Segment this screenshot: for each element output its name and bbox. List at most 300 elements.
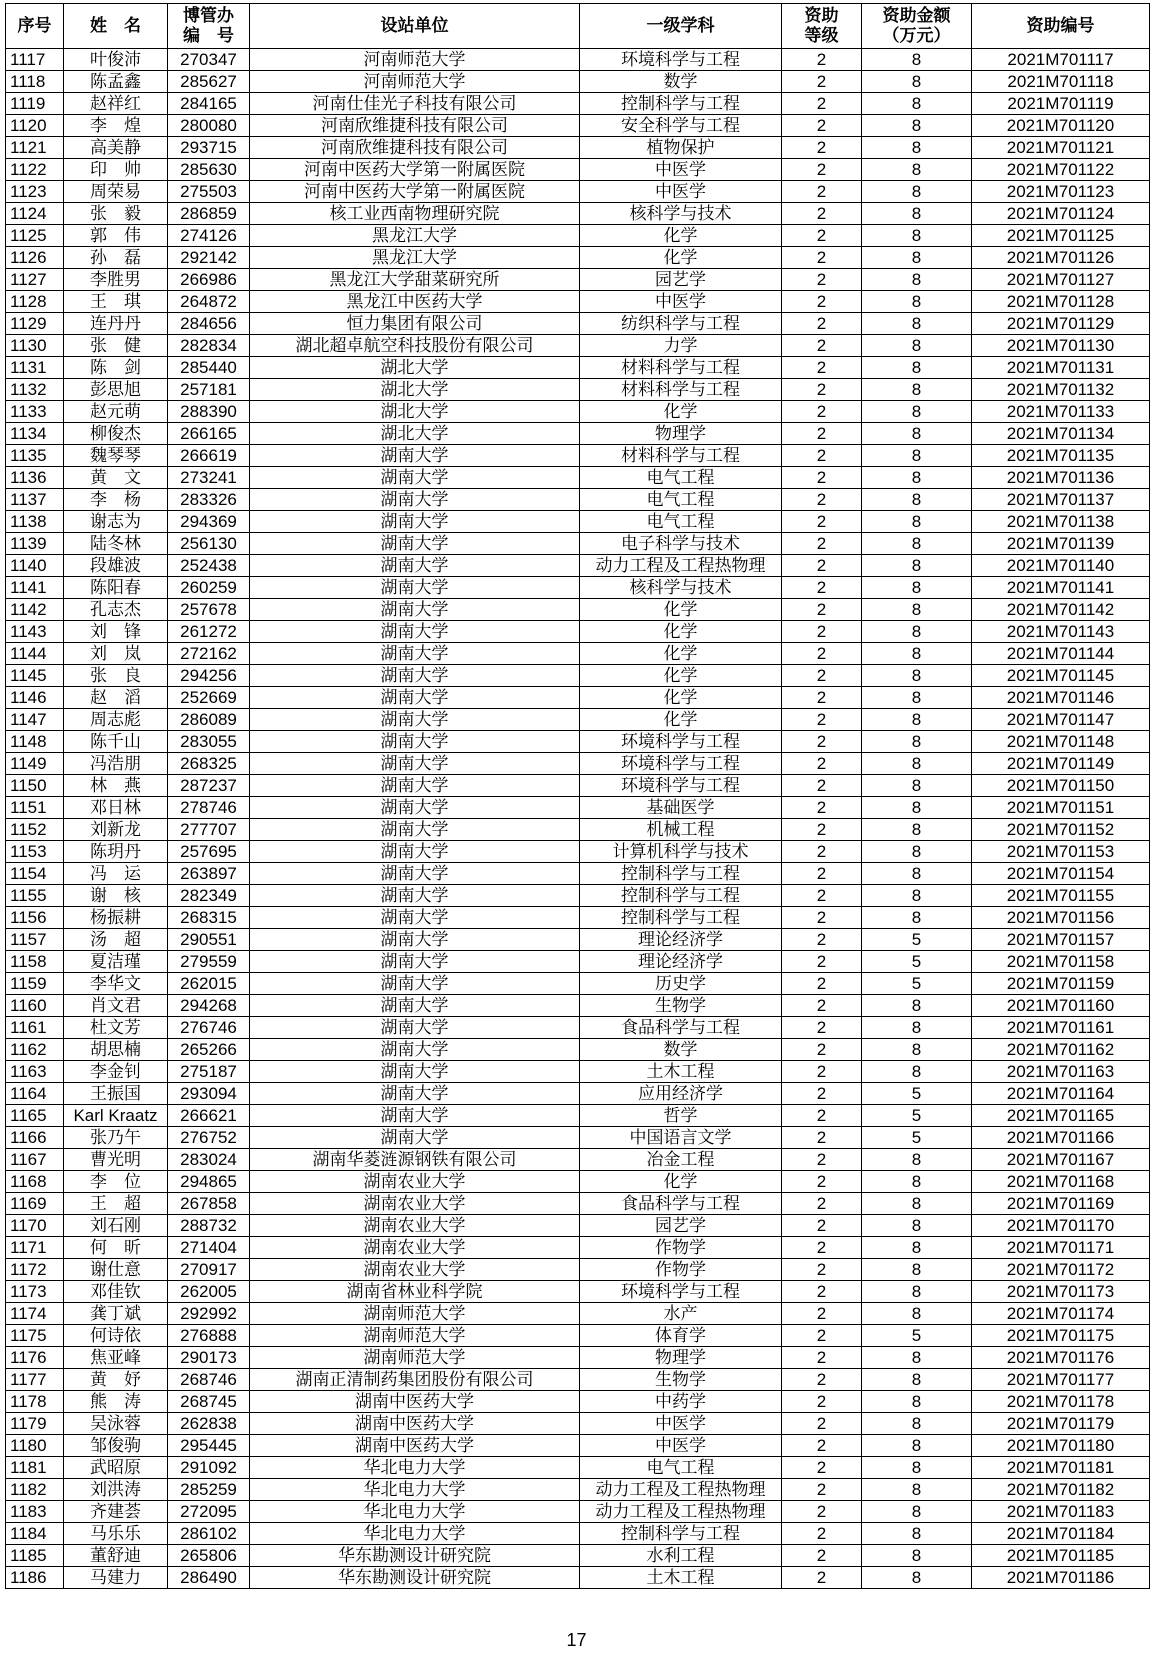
cell-name: 邓佳钦: [64, 1281, 168, 1303]
cell-subject: 电气工程: [580, 1457, 782, 1479]
cell-unit: 湖南大学: [250, 973, 580, 995]
cell-subject: 理论经济学: [580, 951, 782, 973]
cell-name: 何 昕: [64, 1237, 168, 1259]
cell-level: 2: [782, 1039, 862, 1061]
table-row: [6, 775, 1150, 797]
cell-unit: 湖南大学: [250, 511, 580, 533]
cell-level: 2: [782, 1171, 862, 1193]
cell-subject: 物理学: [580, 423, 782, 445]
cell-amount: 8: [862, 621, 972, 643]
table-row: [6, 1259, 1150, 1281]
cell-code: 2021M701146: [972, 687, 1150, 709]
cell-id: 290173: [168, 1347, 250, 1369]
cell-amount: 8: [862, 775, 972, 797]
cell-level: 2: [782, 1215, 862, 1237]
cell-name: 刘 锋: [64, 621, 168, 643]
cell-unit: 华北电力大学: [250, 1479, 580, 1501]
cell-level: 2: [782, 577, 862, 599]
cell-name: 李 位: [64, 1171, 168, 1193]
table-row: [6, 1545, 1150, 1567]
cell-subject: 作物学: [580, 1237, 782, 1259]
table-row: [6, 291, 1150, 313]
cell-id: 286859: [168, 203, 250, 225]
cell-seq: 1167: [6, 1149, 64, 1171]
cell-subject: 化学: [580, 621, 782, 643]
cell-seq: 1145: [6, 665, 64, 687]
cell-id: 262005: [168, 1281, 250, 1303]
table-row: [6, 643, 1150, 665]
cell-amount: 8: [862, 709, 972, 731]
cell-name: 王 琪: [64, 291, 168, 313]
cell-name: 柳俊杰: [64, 423, 168, 445]
cell-seq: 1185: [6, 1545, 64, 1567]
cell-subject: 中医学: [580, 291, 782, 313]
table-row: [6, 1105, 1150, 1127]
cell-amount: 8: [862, 489, 972, 511]
cell-unit: 华北电力大学: [250, 1457, 580, 1479]
cell-id: 283326: [168, 489, 250, 511]
cell-name: 邓日林: [64, 797, 168, 819]
cell-level: 2: [782, 1567, 862, 1589]
cell-code: 2021M701140: [972, 555, 1150, 577]
cell-amount: 5: [862, 1105, 972, 1127]
cell-subject: 园艺学: [580, 1215, 782, 1237]
cell-unit: 湖南大学: [250, 1083, 580, 1105]
cell-subject: 核科学与技术: [580, 577, 782, 599]
cell-name: 董舒迪: [64, 1545, 168, 1567]
cell-name: 叶俊沛: [64, 49, 168, 71]
cell-id: 257695: [168, 841, 250, 863]
cell-code: 2021M701161: [972, 1017, 1150, 1039]
cell-subject: 环境科学与工程: [580, 49, 782, 71]
cell-code: 2021M701119: [972, 93, 1150, 115]
table-row: [6, 1501, 1150, 1523]
cell-code: 2021M701183: [972, 1501, 1150, 1523]
cell-id: 275187: [168, 1061, 250, 1083]
table-row: [6, 555, 1150, 577]
table-row: [6, 401, 1150, 423]
cell-amount: 8: [862, 1391, 972, 1413]
cell-code: 2021M701131: [972, 357, 1150, 379]
cell-amount: 8: [862, 357, 972, 379]
cell-amount: 8: [862, 379, 972, 401]
cell-name: 张乃午: [64, 1127, 168, 1149]
cell-subject: 电气工程: [580, 467, 782, 489]
cell-level: 2: [782, 291, 862, 313]
cell-name: 郭 伟: [64, 225, 168, 247]
cell-unit: 华东勘测设计研究院: [250, 1545, 580, 1567]
cell-unit: 黑龙江大学: [250, 225, 580, 247]
cell-name: 谢志为: [64, 511, 168, 533]
table-row: [6, 863, 1150, 885]
cell-code: 2021M701163: [972, 1061, 1150, 1083]
cell-code: 2021M701178: [972, 1391, 1150, 1413]
cell-amount: 8: [862, 1039, 972, 1061]
cell-level: 2: [782, 203, 862, 225]
cell-amount: 8: [862, 511, 972, 533]
cell-level: 2: [782, 1457, 862, 1479]
cell-level: 2: [782, 863, 862, 885]
cell-name: 段雄波: [64, 555, 168, 577]
cell-code: 2021M701123: [972, 181, 1150, 203]
table-row: [6, 489, 1150, 511]
cell-subject: 机械工程: [580, 819, 782, 841]
cell-name: 曹光明: [64, 1149, 168, 1171]
cell-amount: 8: [862, 423, 972, 445]
cell-unit: 湖南大学: [250, 709, 580, 731]
cell-level: 2: [782, 1413, 862, 1435]
cell-level: 2: [782, 907, 862, 929]
cell-subject: 控制科学与工程: [580, 1523, 782, 1545]
cell-amount: 5: [862, 929, 972, 951]
cell-amount: 8: [862, 445, 972, 467]
cell-subject: 土木工程: [580, 1061, 782, 1083]
cell-level: 2: [782, 247, 862, 269]
cell-name: 谢 核: [64, 885, 168, 907]
cell-amount: 8: [862, 687, 972, 709]
funding-table: [5, 3, 1150, 1589]
cell-code: 2021M701132: [972, 379, 1150, 401]
cell-unit: 湖南大学: [250, 577, 580, 599]
cell-name: 李 煌: [64, 115, 168, 137]
cell-subject: 材料科学与工程: [580, 379, 782, 401]
cell-code: 2021M701168: [972, 1171, 1150, 1193]
header-unit: 设站单位: [250, 4, 580, 49]
cell-seq: 1156: [6, 907, 64, 929]
cell-level: 2: [782, 841, 862, 863]
cell-level: 2: [782, 1083, 862, 1105]
cell-level: 2: [782, 137, 862, 159]
table-header-row: [6, 4, 1150, 49]
table-row: [6, 423, 1150, 445]
header-level-line2: 等级: [804, 26, 839, 45]
cell-subject: 中药学: [580, 1391, 782, 1413]
cell-code: 2021M701156: [972, 907, 1150, 929]
cell-subject: 动力工程及工程热物理: [580, 555, 782, 577]
header-level-line1: 资助: [804, 6, 839, 25]
cell-amount: 8: [862, 1479, 972, 1501]
cell-amount: 8: [862, 599, 972, 621]
cell-id: 284165: [168, 93, 250, 115]
cell-id: 257678: [168, 599, 250, 621]
cell-unit: 河南仕佳光子科技有限公司: [250, 93, 580, 115]
cell-unit: 湖南大学: [250, 1017, 580, 1039]
cell-seq: 1119: [6, 93, 64, 115]
cell-seq: 1176: [6, 1347, 64, 1369]
cell-seq: 1131: [6, 357, 64, 379]
cell-amount: 8: [862, 225, 972, 247]
cell-code: 2021M701166: [972, 1127, 1150, 1149]
cell-name: 李 杨: [64, 489, 168, 511]
cell-name: 吴泳蓉: [64, 1413, 168, 1435]
cell-subject: 动力工程及工程热物理: [580, 1479, 782, 1501]
table-row: [6, 1039, 1150, 1061]
table-row: [6, 1457, 1150, 1479]
cell-id: 292992: [168, 1303, 250, 1325]
cell-unit: 河南欣维捷科技有限公司: [250, 115, 580, 137]
table-row: [6, 819, 1150, 841]
cell-level: 2: [782, 819, 862, 841]
cell-code: 2021M701152: [972, 819, 1150, 841]
header-name: 姓 名: [64, 4, 168, 49]
table-row: [6, 1237, 1150, 1259]
cell-code: 2021M701134: [972, 423, 1150, 445]
cell-level: 2: [782, 467, 862, 489]
cell-id: 268746: [168, 1369, 250, 1391]
cell-code: 2021M701174: [972, 1303, 1150, 1325]
cell-id: 265266: [168, 1039, 250, 1061]
cell-id: 286089: [168, 709, 250, 731]
header-seq: 序号: [6, 4, 64, 49]
cell-code: 2021M701159: [972, 973, 1150, 995]
table-row: [6, 71, 1150, 93]
cell-id: 293094: [168, 1083, 250, 1105]
cell-id: 285627: [168, 71, 250, 93]
cell-level: 2: [782, 1479, 862, 1501]
cell-seq: 1180: [6, 1435, 64, 1457]
cell-amount: 8: [862, 313, 972, 335]
cell-amount: 8: [862, 1413, 972, 1435]
cell-id: 252438: [168, 555, 250, 577]
cell-seq: 1120: [6, 115, 64, 137]
cell-amount: 8: [862, 269, 972, 291]
cell-amount: 8: [862, 71, 972, 93]
cell-level: 2: [782, 269, 862, 291]
cell-seq: 1144: [6, 643, 64, 665]
cell-seq: 1163: [6, 1061, 64, 1083]
cell-name: 赵祥红: [64, 93, 168, 115]
cell-level: 2: [782, 775, 862, 797]
cell-level: 2: [782, 1149, 862, 1171]
cell-unit: 湖南大学: [250, 863, 580, 885]
cell-code: 2021M701135: [972, 445, 1150, 467]
cell-id: 286102: [168, 1523, 250, 1545]
table-row: [6, 599, 1150, 621]
cell-amount: 8: [862, 1501, 972, 1523]
cell-seq: 1174: [6, 1303, 64, 1325]
cell-amount: 8: [862, 1149, 972, 1171]
cell-name: 刘新龙: [64, 819, 168, 841]
cell-seq: 1162: [6, 1039, 64, 1061]
cell-unit: 湖北大学: [250, 357, 580, 379]
cell-name: 邹俊驹: [64, 1435, 168, 1457]
cell-amount: 8: [862, 203, 972, 225]
page-number: 17: [566, 1630, 587, 1650]
cell-level: 2: [782, 951, 862, 973]
cell-unit: 湖南大学: [250, 445, 580, 467]
cell-seq: 1137: [6, 489, 64, 511]
cell-id: 266621: [168, 1105, 250, 1127]
table-row: [6, 445, 1150, 467]
cell-amount: 8: [862, 907, 972, 929]
cell-subject: 历史学: [580, 973, 782, 995]
cell-seq: 1160: [6, 995, 64, 1017]
table-row: [6, 731, 1150, 753]
cell-id: 265806: [168, 1545, 250, 1567]
cell-name: 赵 滔: [64, 687, 168, 709]
cell-level: 2: [782, 731, 862, 753]
cell-name: 李胜男: [64, 269, 168, 291]
cell-name: 张 健: [64, 335, 168, 357]
table-row: [6, 753, 1150, 775]
cell-name: 李金钊: [64, 1061, 168, 1083]
cell-unit: 湖北大学: [250, 423, 580, 445]
cell-subject: 哲学: [580, 1105, 782, 1127]
table-row: [6, 115, 1150, 137]
header-subject: 一级学科: [580, 4, 782, 49]
cell-amount: 8: [862, 1259, 972, 1281]
cell-code: 2021M701117: [972, 49, 1150, 71]
cell-unit: 华北电力大学: [250, 1501, 580, 1523]
cell-seq: 1182: [6, 1479, 64, 1501]
cell-name: 张 毅: [64, 203, 168, 225]
table-row: [6, 577, 1150, 599]
table-row: [6, 1193, 1150, 1215]
cell-code: 2021M701175: [972, 1325, 1150, 1347]
cell-seq: 1158: [6, 951, 64, 973]
cell-id: 293715: [168, 137, 250, 159]
cell-code: 2021M701185: [972, 1545, 1150, 1567]
cell-code: 2021M701145: [972, 665, 1150, 687]
cell-subject: 化学: [580, 643, 782, 665]
cell-subject: 中医学: [580, 159, 782, 181]
cell-subject: 控制科学与工程: [580, 93, 782, 115]
cell-id: 283024: [168, 1149, 250, 1171]
cell-subject: 园艺学: [580, 269, 782, 291]
cell-subject: 生物学: [580, 995, 782, 1017]
cell-unit: 湖南大学: [250, 1039, 580, 1061]
cell-amount: 8: [862, 753, 972, 775]
cell-level: 2: [782, 49, 862, 71]
table-row: [6, 1281, 1150, 1303]
cell-id: 256130: [168, 533, 250, 555]
cell-seq: 1154: [6, 863, 64, 885]
cell-seq: 1151: [6, 797, 64, 819]
cell-level: 2: [782, 489, 862, 511]
cell-seq: 1135: [6, 445, 64, 467]
cell-code: 2021M701167: [972, 1149, 1150, 1171]
cell-code: 2021M701171: [972, 1237, 1150, 1259]
cell-id: 262015: [168, 973, 250, 995]
cell-subject: 化学: [580, 401, 782, 423]
cell-subject: 化学: [580, 247, 782, 269]
cell-seq: 1159: [6, 973, 64, 995]
cell-level: 2: [782, 995, 862, 1017]
cell-name: 马建力: [64, 1567, 168, 1589]
cell-unit: 恒力集团有限公司: [250, 313, 580, 335]
cell-id: 286490: [168, 1567, 250, 1589]
table-row: [6, 1303, 1150, 1325]
cell-name: 陈 剑: [64, 357, 168, 379]
cell-name: 焦亚峰: [64, 1347, 168, 1369]
cell-level: 2: [782, 1259, 862, 1281]
cell-name: 王 超: [64, 1193, 168, 1215]
cell-id: 276752: [168, 1127, 250, 1149]
cell-amount: 8: [862, 643, 972, 665]
cell-subject: 中医学: [580, 181, 782, 203]
cell-name: 陈孟鑫: [64, 71, 168, 93]
cell-name: 杜文芳: [64, 1017, 168, 1039]
cell-subject: 物理学: [580, 1347, 782, 1369]
table-row: [6, 1325, 1150, 1347]
cell-amount: 8: [862, 797, 972, 819]
cell-unit: 湖南大学: [250, 951, 580, 973]
cell-amount: 8: [862, 401, 972, 423]
cell-amount: 8: [862, 93, 972, 115]
cell-code: 2021M701143: [972, 621, 1150, 643]
cell-amount: 8: [862, 555, 972, 577]
cell-amount: 5: [862, 1325, 972, 1347]
cell-unit: 湖南农业大学: [250, 1259, 580, 1281]
cell-amount: 8: [862, 841, 972, 863]
cell-seq: 1117: [6, 49, 64, 71]
cell-unit: 湖南农业大学: [250, 1215, 580, 1237]
cell-level: 2: [782, 93, 862, 115]
cell-unit: 湖南大学: [250, 907, 580, 929]
cell-name: 黄 妤: [64, 1369, 168, 1391]
cell-amount: 8: [862, 1347, 972, 1369]
cell-id: 288390: [168, 401, 250, 423]
cell-name: 孙 磊: [64, 247, 168, 269]
cell-seq: 1133: [6, 401, 64, 423]
cell-subject: 材料科学与工程: [580, 357, 782, 379]
cell-seq: 1118: [6, 71, 64, 93]
cell-id: 275503: [168, 181, 250, 203]
cell-id: 264872: [168, 291, 250, 313]
cell-code: 2021M701148: [972, 731, 1150, 753]
table-row: [6, 467, 1150, 489]
cell-subject: 数学: [580, 71, 782, 93]
cell-level: 2: [782, 643, 862, 665]
cell-id: 279559: [168, 951, 250, 973]
cell-unit: 湖南大学: [250, 731, 580, 753]
header-amount-line1: 资助金额: [882, 6, 951, 25]
cell-subject: 应用经济学: [580, 1083, 782, 1105]
table-row: [6, 929, 1150, 951]
cell-level: 2: [782, 1193, 862, 1215]
table-row: [6, 709, 1150, 731]
table-row: [6, 1083, 1150, 1105]
cell-name: 齐建荟: [64, 1501, 168, 1523]
cell-id: 267858: [168, 1193, 250, 1215]
cell-seq: 1134: [6, 423, 64, 445]
cell-name: 汤 超: [64, 929, 168, 951]
cell-unit: 湖南大学: [250, 929, 580, 951]
cell-id: 292142: [168, 247, 250, 269]
cell-code: 2021M701176: [972, 1347, 1150, 1369]
cell-amount: 8: [862, 467, 972, 489]
cell-seq: 1181: [6, 1457, 64, 1479]
cell-amount: 8: [862, 533, 972, 555]
cell-code: 2021M701162: [972, 1039, 1150, 1061]
table-row: [6, 1347, 1150, 1369]
cell-code: 2021M701147: [972, 709, 1150, 731]
cell-id: 266986: [168, 269, 250, 291]
cell-seq: 1161: [6, 1017, 64, 1039]
cell-id: 294865: [168, 1171, 250, 1193]
cell-code: 2021M701139: [972, 533, 1150, 555]
cell-level: 2: [782, 1127, 862, 1149]
cell-id: 285259: [168, 1479, 250, 1501]
header-id-line1: 博管办: [183, 6, 234, 25]
cell-seq: 1136: [6, 467, 64, 489]
table-row: [6, 1369, 1150, 1391]
cell-level: 2: [782, 687, 862, 709]
cell-code: 2021M701157: [972, 929, 1150, 951]
cell-name: 冯浩朋: [64, 753, 168, 775]
cell-subject: 中国语言文学: [580, 1127, 782, 1149]
table-row: [6, 49, 1150, 71]
